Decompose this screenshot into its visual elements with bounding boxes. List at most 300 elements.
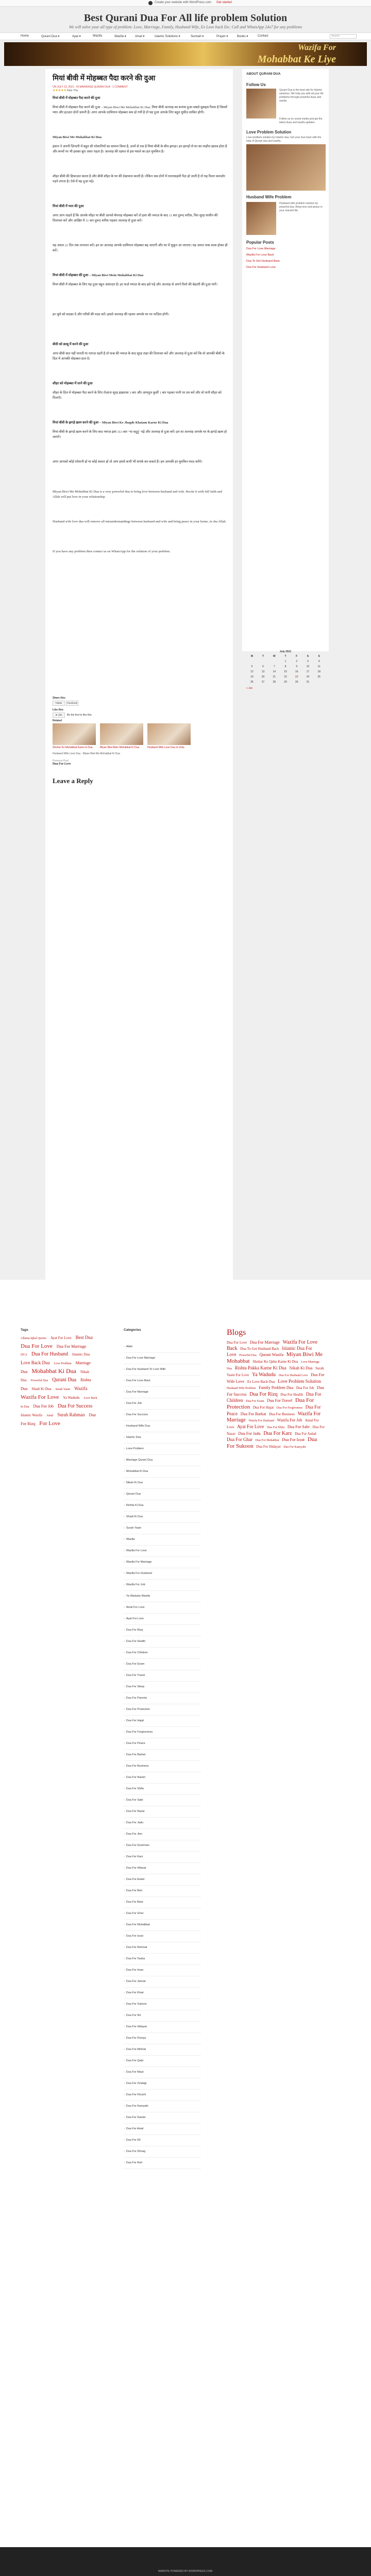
category-item[interactable] — [124, 1818, 201, 1829]
blog-link[interactable]: Rishta Pakka Karne Ki Dua — [234, 1365, 286, 1370]
chevron-right-icon: › — [124, 1889, 125, 1892]
blog-link[interactable]: Ex Love Back Dua — [247, 1380, 275, 1384]
category-item[interactable] — [124, 1931, 201, 1942]
main-navigation — [0, 32, 371, 40]
category-item[interactable] — [124, 1432, 201, 1444]
chevron-right-icon: › — [124, 1787, 125, 1790]
category-item[interactable] — [124, 1512, 201, 1523]
category-item[interactable] — [124, 1489, 201, 1500]
category-label: Dua For Sleep — [126, 1685, 145, 1688]
category-item[interactable] — [124, 1523, 201, 1534]
tag-link[interactable]: Love Back Dua — [21, 1360, 50, 1365]
chevron-right-icon: › — [124, 1912, 125, 1915]
blog-link[interactable]: Husband Wife Problem — [227, 1387, 256, 1390]
tag-link[interactable]: For Love — [39, 1420, 60, 1427]
sidebar-husband-image — [246, 202, 276, 235]
sidebar-popular-link[interactable]: Dua For Husband Love — [246, 266, 276, 269]
category-label: Dua For Dushman — [126, 1844, 149, 1847]
blog-link[interactable]: Family Problem Dua — [259, 1385, 294, 1390]
category-item[interactable] — [124, 1704, 201, 1716]
blog-link[interactable]: Dua For Protection — [227, 1397, 314, 1410]
article-paragraph: अगर आपको कोई परेशानी हो या कोई सवाल हो तो आप हमसे कभी भी संपर्क कर सकते हैं। हम आपकी हर मुमकिन मदद करेंगे। — [53, 460, 203, 464]
category-label: Dua For Parents — [126, 1697, 147, 1700]
blog-link[interactable]: Dua For Karz — [263, 1431, 292, 1436]
nav-item[interactable]: Home — [21, 35, 29, 38]
blog-link[interactable]: Dua For Hidayat — [256, 1445, 281, 1449]
nav-item[interactable]: Amal ▾ — [135, 35, 145, 38]
category-item[interactable] — [124, 2124, 201, 2135]
category-item[interactable] — [124, 1444, 201, 1455]
chevron-right-icon: › — [124, 1515, 125, 1518]
site-description: We will solve your all type of problem: Love, Marriage, Family, Husband-Wife, Ex Love back Etc. Call and WhatsApp 24x7 for any problems — [69, 25, 302, 29]
calendar-weekday: T — [262, 655, 264, 658]
nav-item[interactable]: Contact — [258, 35, 268, 38]
calendar-day: 16 — [295, 670, 298, 673]
blog-link[interactable]: Dua For Job — [296, 1386, 314, 1390]
get-started-link[interactable]: Get started — [216, 1, 232, 4]
blog-link[interactable]: Islamic Dua For Love — [227, 1346, 312, 1357]
tag-link[interactable]: Dua For Success — [58, 1403, 93, 1409]
powered-by-link[interactable]: WEBSITE POWERED BY WORDPRESS.COM. — [158, 2570, 213, 2573]
category-item[interactable] — [124, 1398, 201, 1410]
chevron-right-icon: › — [124, 1946, 125, 1949]
blog-link[interactable]: Dua For Nazar — [227, 1425, 325, 1436]
category-item[interactable] — [124, 1761, 201, 1772]
tag-link[interactable]: Dua For Love — [21, 1343, 53, 1349]
blog-link[interactable]: Dua For Ghar — [227, 1437, 252, 1442]
category-item[interactable] — [124, 2044, 201, 2056]
category-item[interactable] — [124, 1942, 201, 1954]
category-item[interactable] — [124, 2022, 201, 2033]
tag-link[interactable]: Shadi Ki Dua — [31, 1387, 52, 1391]
related-label: Related — [53, 719, 62, 722]
blog-link[interactable]: Love Problem Solution — [278, 1379, 322, 1384]
related-post[interactable] — [53, 723, 96, 749]
category-item[interactable] — [124, 1591, 201, 1602]
chevron-right-icon: › — [124, 1459, 125, 1462]
chevron-right-icon: › — [124, 1663, 125, 1666]
tag-link[interactable]: Dua For Marriage — [56, 1344, 87, 1349]
category-label: Dua For Amal — [126, 2127, 144, 2130]
category-label: Dua For Dimag — [126, 2150, 146, 2153]
tag-link[interactable]: Dua For Husband — [31, 1351, 69, 1357]
calendar-day: 22 — [284, 675, 287, 679]
article-paragraph: अगर आप चाहते हैं कि आपके शौहर या बीवी आपसे बेपनाह मोहब्बत करें तो इशा की नमाज़ के बाद 11 बार दुरूद शरीफ़, फिर सूरह यासीन की तिलावत करें और आख़िर में 11 बार दुरूद शरीफ़ पढ़कर अल्लाह से दुआ करें। — [53, 214, 218, 223]
category-item[interactable] — [124, 1965, 201, 1976]
category-item[interactable] — [124, 1636, 201, 1648]
blog-link[interactable]: Love Marriage Dua — [227, 1361, 319, 1370]
calendar-day: 25 — [317, 675, 321, 679]
tag-link[interactable]: Dua For Rizq — [21, 1413, 96, 1426]
category-item[interactable] — [124, 1648, 201, 1659]
tag-link[interactable]: Islamic Dua — [72, 1352, 90, 1357]
category-item[interactable] — [124, 1874, 201, 1886]
category-item[interactable] — [124, 1716, 201, 1727]
blog-link[interactable]: Dua For Sabr — [287, 1425, 310, 1429]
category-item[interactable] — [124, 1500, 201, 1512]
blog-link[interactable]: Shohar Ko Qabu Karne Ki Dua — [252, 1360, 298, 1364]
star-rating-icon[interactable]: ★★★★★ — [53, 89, 66, 92]
category-item[interactable] — [124, 1534, 201, 1546]
blog-link[interactable]: Dua For Marriage — [250, 1340, 280, 1345]
nav-item[interactable]: Qurani Dua ▾ — [41, 35, 60, 38]
tag-link[interactable]: Ya Wadudu — [63, 1396, 80, 1400]
category-item[interactable] — [124, 2090, 201, 2101]
sidebar-popular-link[interactable]: Dua To Get Husband Back — [246, 260, 280, 263]
share-twitter-button[interactable]: Twitter — [53, 701, 65, 706]
category-label: Dua For Duniya — [126, 2037, 146, 2040]
blog-link[interactable]: Dua For Health — [280, 1393, 303, 1397]
blog-link[interactable]: Dua For Jadu — [238, 1431, 261, 1436]
blog-link[interactable]: Dua For Exam — [246, 1400, 264, 1403]
chevron-right-icon: › — [124, 1731, 125, 1734]
blogs-title: Blogs — [227, 1328, 246, 1337]
chevron-right-icon: › — [124, 1742, 125, 1745]
sidebar-popular-link[interactable]: Dua For Love Marriage — [246, 247, 276, 250]
chevron-right-icon: › — [124, 1527, 125, 1530]
category-label: Dua For Beta — [126, 1901, 143, 1904]
tag-link[interactable]: Wazifa For Love — [21, 1394, 59, 1400]
category-item[interactable] — [124, 1659, 201, 1670]
tag-link[interactable]: Love Back In Dua — [21, 1397, 97, 1409]
site-title[interactable]: Best Qurani Dua For All life problem Solution — [83, 12, 288, 24]
calendar-day: 30 — [295, 681, 298, 684]
calendar-day: 17 — [306, 670, 310, 673]
related-post[interactable] — [147, 723, 191, 749]
tag-link[interactable]: Surah Rahman — [57, 1412, 85, 1417]
calendar-day — [246, 660, 258, 663]
category-label: Dua For Hifazat — [126, 1867, 146, 1870]
nav-item[interactable]: Prayer ▾ — [216, 35, 228, 38]
category-label: Dua For Rehmat — [126, 1946, 147, 1949]
blog-link[interactable]: Wazifa For Love Back — [227, 1340, 318, 1351]
tag-link[interactable]: Amal — [46, 1414, 54, 1417]
like-button[interactable]: ★ Like — [53, 713, 65, 718]
article-meta[interactable]: ON JULY 23, 2021 · IN MARRIAGE QURANI DUA · 1 COMMENT — [53, 86, 128, 89]
category-item[interactable] — [124, 1387, 201, 1398]
blog-link[interactable]: Dua For Children — [227, 1392, 322, 1403]
chevron-right-icon: › — [124, 1538, 125, 1541]
article-paragraph: अगर बीवी बात नहीं मानती या नाराज़ रहती है तो फ़ज्र की नमाज़ के बाद सूरह ताहा की तिलावत करें और अल्लाह से दुआ करें कि वो आपकी बीवी के दिल में आपकी मोहब्बत डाल दे। — [53, 352, 225, 361]
article-subheading: बीवी को क़ाबू में करने की दुआ — [53, 343, 89, 346]
category-label: Dua For Tauba — [126, 1957, 145, 1960]
related-title[interactable]: Miyan Biwi Mein Mohabbat Ki Dua — [100, 746, 140, 749]
category-label: Dua For Kamyabi — [126, 2105, 148, 2108]
wordpress-bar — [0, 0, 371, 7]
tag-link[interactable]: Wazifa — [74, 1386, 88, 1391]
category-item[interactable] — [124, 1546, 201, 1557]
article-subheading: Miyan Biwi Me Mohabbat Ki Dua — [53, 135, 102, 139]
chevron-right-icon: › — [124, 1844, 125, 1847]
calendar-prev-link[interactable]: « Jun — [246, 687, 253, 690]
post-tags[interactable]: Husband Wife Love Dua · Miyan Biwi Me Mohabbat Ki Dua — [53, 752, 120, 755]
categories-title: Categories — [124, 1328, 141, 1332]
blog-link[interactable]: Dua For Kamyabi — [283, 1446, 306, 1449]
calendar-day[interactable]: 23 — [295, 675, 298, 679]
category-item[interactable] — [124, 1353, 201, 1364]
blog-link[interactable]: Miyan Biwi Me Mohabbat — [227, 1351, 323, 1364]
blog-link[interactable]: Dua For Business — [269, 1412, 295, 1416]
category-label: Dua For Travel — [126, 1674, 145, 1677]
blog-link[interactable]: Dua For Love — [227, 1341, 247, 1345]
category-label: Amal For Love — [126, 1606, 145, 1609]
blog-link[interactable]: Dua For Izzat — [282, 1437, 305, 1442]
chevron-right-icon: › — [124, 1651, 125, 1654]
category-item[interactable] — [124, 1342, 201, 1353]
blog-link[interactable]: Ya Wadudu — [252, 1372, 276, 1378]
category-item[interactable] — [124, 2146, 201, 2158]
category-item[interactable] — [124, 1795, 201, 1806]
tag-link[interactable]: Qurani Dua — [52, 1377, 77, 1383]
chevron-right-icon: › — [124, 1935, 125, 1938]
article-paragraph: शौहर के दिल में मोहब्बत पैदा करने के लिए रोज़ाना सूरह इख़लास 3 बार और आयतुल कुर्सी 1 बार पढ़कर पानी पर दम करें और वो पानी शौहर को पिलाएँ। — [53, 391, 222, 400]
blog-link[interactable]: Dua For Rizq — [249, 1392, 278, 1397]
category-item[interactable] — [124, 1478, 201, 1489]
blog-link[interactable]: Dua For Forgiveness — [276, 1406, 302, 1410]
nav-item[interactable]: Islamic Solutions ▾ — [155, 35, 180, 38]
calendar-weekday: S — [307, 655, 309, 658]
category-item[interactable] — [124, 1557, 201, 1568]
nav-item[interactable]: Ayat ▾ — [72, 35, 81, 38]
category-item[interactable] — [124, 2033, 201, 2044]
article-paragraph: इंसान ने अपनी ज़िन्दगी में बहुत सी परेशानियों का सामना किया है, उनमें से एक है मियां बीवी के बीच झगड़ा। इन झगड़ों से घर का माहौल ख़राब होता है और बच्चों पर भी इसका बुरा असर पड़ता है। अल्लाह की रहमत से इस मसले का हल मुमकिन है। — [53, 145, 227, 154]
calendar-day — [258, 660, 269, 663]
wordpress-logo-icon — [148, 1, 153, 5]
chevron-right-icon: › — [124, 1765, 125, 1768]
chevron-right-icon: › — [124, 2059, 125, 2062]
nav-item[interactable]: Wazifa ▾ — [114, 35, 126, 38]
category-item[interactable] — [124, 1455, 201, 1466]
article-paragraph: हर जुमे को सदक़ा दें और ग़रीबों की मदद करें। इससे अल्लाह की रहमत आपके घर पर नाज़िल होगी। — [53, 313, 170, 316]
chevron-right-icon: › — [124, 1799, 125, 1802]
tag-link[interactable]: Marriage Dua — [21, 1361, 91, 1374]
chevron-right-icon: › — [124, 1901, 125, 1904]
blog-link[interactable]: Surah Yasin For Love — [227, 1366, 324, 1377]
blog-link[interactable]: Wazifa For Marriage — [227, 1411, 321, 1423]
blog-link[interactable]: Wazifa For Job — [277, 1418, 302, 1422]
category-label: Mohabbat Ki Dua — [126, 1470, 148, 1473]
calendar-day: 11 — [317, 665, 321, 668]
category-item[interactable] — [124, 1988, 201, 1999]
nav-item[interactable]: Sunnah ▾ — [191, 35, 204, 38]
category-item[interactable] — [124, 2135, 201, 2146]
category-item[interactable] — [124, 1784, 201, 1795]
category-label: Dua For Izzat — [126, 1935, 143, 1938]
chevron-right-icon: › — [124, 2161, 125, 2164]
calendar-caption: July 2021 — [279, 650, 292, 653]
category-item[interactable] — [124, 1727, 201, 1738]
chevron-right-icon: › — [124, 1402, 125, 1405]
category-label: Dua For Love Back — [126, 1379, 150, 1382]
tag-link[interactable]: Ayat For Love — [50, 1336, 72, 1340]
tag-link[interactable]: Best Dua — [75, 1335, 93, 1340]
category-item[interactable] — [124, 1772, 201, 1784]
blog-link[interactable]: Wazifa For Husband — [248, 1419, 274, 1422]
category-item[interactable] — [124, 1738, 201, 1750]
category-item[interactable] — [124, 1602, 201, 1614]
sidebar-popular-link[interactable]: Wazifa For Love Back — [246, 253, 274, 257]
category-item[interactable] — [124, 1580, 201, 1591]
category-label: Dua For Children — [126, 1651, 148, 1654]
chevron-right-icon: › — [124, 2025, 125, 2028]
calendar-day: 6 — [262, 665, 264, 668]
category-item[interactable] — [124, 1829, 201, 1840]
category-item[interactable] — [124, 1897, 201, 1908]
category-item[interactable] — [124, 1863, 201, 1874]
blog-link[interactable]: Ayat For Love — [237, 1424, 264, 1429]
category-label: Dua For Health — [126, 1640, 146, 1643]
banner-line-2: Mohabbat Ke Liye — [257, 54, 336, 65]
category-item[interactable] — [124, 2078, 201, 2090]
chevron-right-icon: › — [124, 1368, 125, 1371]
sidebar-love-title: Love Problem Solution — [246, 130, 292, 134]
tag-link[interactable]: Surah Yasin — [55, 1388, 71, 1391]
chevron-right-icon: › — [124, 1708, 125, 1711]
related-title[interactable]: Shohar Ko Muhabbat Karne ki Dua — [53, 746, 93, 749]
article-paragraph: मियां बीवी में मोहब्बत पैदा करने की दुआ – Miyan Biwi Me Mohabbat Ki Dua: मियां बीवी अल्लाह का बनाया हुआ सबसे मुक़द्दस रिश्ता है जिसमें प्यार और इज़्ज़त दोनों ज़रूरी हैं। अगर आपके दरमियान मोहब्बत कम हो गयी है तो यह दुआ आपके लिए बहुत मुफ़ीद साबित होगी। — [53, 106, 227, 114]
category-item[interactable] — [124, 1466, 201, 1478]
category-label: Dua For Protection — [126, 1708, 150, 1711]
category-label: Ya Wadudu Wazifa — [126, 1595, 150, 1598]
category-item[interactable] — [124, 1568, 201, 1580]
previous-post-link[interactable]: Dua For Love — [53, 762, 71, 766]
chevron-right-icon: › — [124, 1436, 125, 1439]
chevron-right-icon: › — [124, 1753, 125, 1756]
category-item[interactable] — [124, 1364, 201, 1376]
blog-link[interactable]: Dua For Barkat — [240, 1412, 266, 1416]
chevron-right-icon: › — [124, 1923, 125, 1926]
category-label: Ayat For Love — [126, 1617, 144, 1620]
sidebar-follow-title: Follow Us — [246, 82, 266, 87]
chevron-right-icon: › — [124, 2116, 125, 2119]
calendar-day: 5 — [251, 665, 253, 668]
wordpress-bar-link[interactable]: Create your website with WordPress.com — [155, 1, 211, 4]
category-item[interactable] — [124, 1682, 201, 1693]
category-item[interactable] — [124, 1670, 201, 1682]
tag-link[interactable]: Mohabbat Ki Dua — [31, 1367, 76, 1375]
chevron-right-icon: › — [124, 2037, 125, 2040]
category-label: Dua For Sukoon — [126, 2003, 147, 2006]
nav-item[interactable]: Books ▾ — [237, 35, 248, 38]
category-item[interactable] — [124, 1421, 201, 1432]
related-post[interactable] — [100, 723, 143, 749]
blog-link[interactable]: Dua For Husband Love — [278, 1374, 308, 1377]
tag-link[interactable]: Dua For Job — [33, 1404, 54, 1409]
category-item[interactable] — [124, 2056, 201, 2067]
category-item[interactable] — [124, 1840, 201, 1852]
share-facebook-button[interactable]: Facebook — [66, 701, 78, 706]
blog-link[interactable]: Powerful Dua — [239, 1354, 257, 1357]
category-item[interactable] — [124, 2010, 201, 2022]
category-item[interactable] — [124, 1886, 201, 1897]
category-item[interactable] — [124, 1999, 201, 2010]
calendar-day: 1 — [284, 660, 286, 663]
category-item[interactable] — [124, 2101, 201, 2112]
category-item[interactable] — [124, 2112, 201, 2124]
calendar-day: 26 — [250, 681, 254, 684]
category-item[interactable] — [124, 1750, 201, 1761]
tag-link[interactable]: Rishta Dua — [21, 1378, 91, 1391]
category-label: Dua For Jannat — [126, 1980, 146, 1983]
nav-item[interactable]: Wazifa — [93, 35, 103, 38]
chevron-right-icon: › — [124, 1833, 125, 1836]
category-item[interactable] — [124, 1976, 201, 1988]
category-item[interactable] — [124, 1852, 201, 1863]
tag-link[interactable]: Islamic Wazifa — [21, 1413, 42, 1417]
blog-cloud — [227, 1340, 325, 1450]
blog-link[interactable]: Dua For Travel — [267, 1398, 293, 1403]
search-input[interactable] — [330, 34, 357, 39]
category-label: Dua For Rizq — [126, 1629, 143, 1632]
previous-post-label: Previous Post — [53, 759, 69, 762]
category-label: Dua For Karz — [126, 1855, 143, 1858]
category-item[interactable] — [124, 2067, 201, 2078]
blog-link[interactable]: Dua For Aulad — [295, 1432, 316, 1436]
calendar-weekday: S — [318, 655, 320, 658]
blog-link[interactable]: Nikah Ki Dua — [289, 1366, 313, 1370]
chevron-right-icon: › — [124, 1345, 125, 1348]
chevron-right-icon: › — [124, 2014, 125, 2017]
blog-link[interactable]: Dua For Mohabbat — [255, 1439, 279, 1442]
category-item[interactable] — [124, 1806, 201, 1818]
blog-link[interactable]: Dua For Shifa — [267, 1426, 285, 1429]
category-label: Dua For Marriage — [126, 1391, 148, 1394]
category-label: Dua For Jinn — [126, 1833, 143, 1836]
rating-label: Rate This — [67, 89, 78, 92]
blog-link[interactable]: Dua For Peace — [227, 1404, 321, 1416]
blog-link[interactable]: Qurani Wazifa — [259, 1352, 284, 1357]
category-item[interactable] — [124, 1920, 201, 1931]
blog-link[interactable]: Dua For Wife Love — [227, 1372, 325, 1384]
blog-link[interactable]: Dua For Sukoon — [227, 1436, 317, 1449]
tag-link[interactable]: Nikah Dua — [21, 1370, 90, 1382]
chevron-right-icon: › — [124, 1504, 125, 1507]
category-label: Dua For Nazar — [126, 1810, 145, 1813]
calendar-day: 14 — [273, 670, 276, 673]
chevron-right-icon: › — [124, 1810, 125, 1813]
category-label: Dua For Khair — [126, 1991, 144, 1994]
tag-link[interactable]: Powerful Dua — [30, 1379, 48, 1382]
blog-link[interactable]: Amal For Love — [227, 1418, 319, 1429]
related-title[interactable]: Husband Wife Love Dua in Urdu — [147, 746, 184, 749]
category-label: Dua For Hidayat — [126, 2025, 147, 2028]
category-item[interactable] — [124, 1693, 201, 1704]
chevron-right-icon: › — [124, 2082, 125, 2085]
tag-link[interactable]: Love Problem — [54, 1362, 72, 1365]
category-item[interactable] — [124, 1954, 201, 1965]
blog-link[interactable]: Dua To Get Husband Back — [240, 1347, 279, 1351]
category-label: Dua For Barkat — [126, 1753, 146, 1756]
category-label: Dua For Maut — [126, 2071, 144, 2074]
category-label: Dua For Akhirat — [126, 2048, 146, 2051]
category-item[interactable] — [124, 2158, 201, 2169]
tag-link[interactable]: DUA — [21, 1353, 27, 1357]
chevron-right-icon: › — [124, 1379, 125, 1382]
chevron-right-icon: › — [124, 1425, 125, 1428]
calendar-day: 7 — [273, 665, 275, 668]
category-item[interactable] — [124, 1376, 201, 1387]
blog-link[interactable]: Dua For Hajat — [252, 1405, 274, 1410]
chevron-right-icon: › — [124, 2127, 125, 2130]
category-item[interactable] — [124, 1410, 201, 1421]
category-label: Dua For Ghar — [126, 1912, 144, 1915]
category-label: Allah — [126, 1345, 133, 1348]
blog-link[interactable]: Dua For Success — [227, 1385, 324, 1397]
tag-link[interactable]: Allama Iqbal Quotes — [21, 1337, 46, 1340]
category-item[interactable] — [124, 1614, 201, 1625]
category-item[interactable] — [124, 1625, 201, 1636]
category-item[interactable] — [124, 1908, 201, 1920]
